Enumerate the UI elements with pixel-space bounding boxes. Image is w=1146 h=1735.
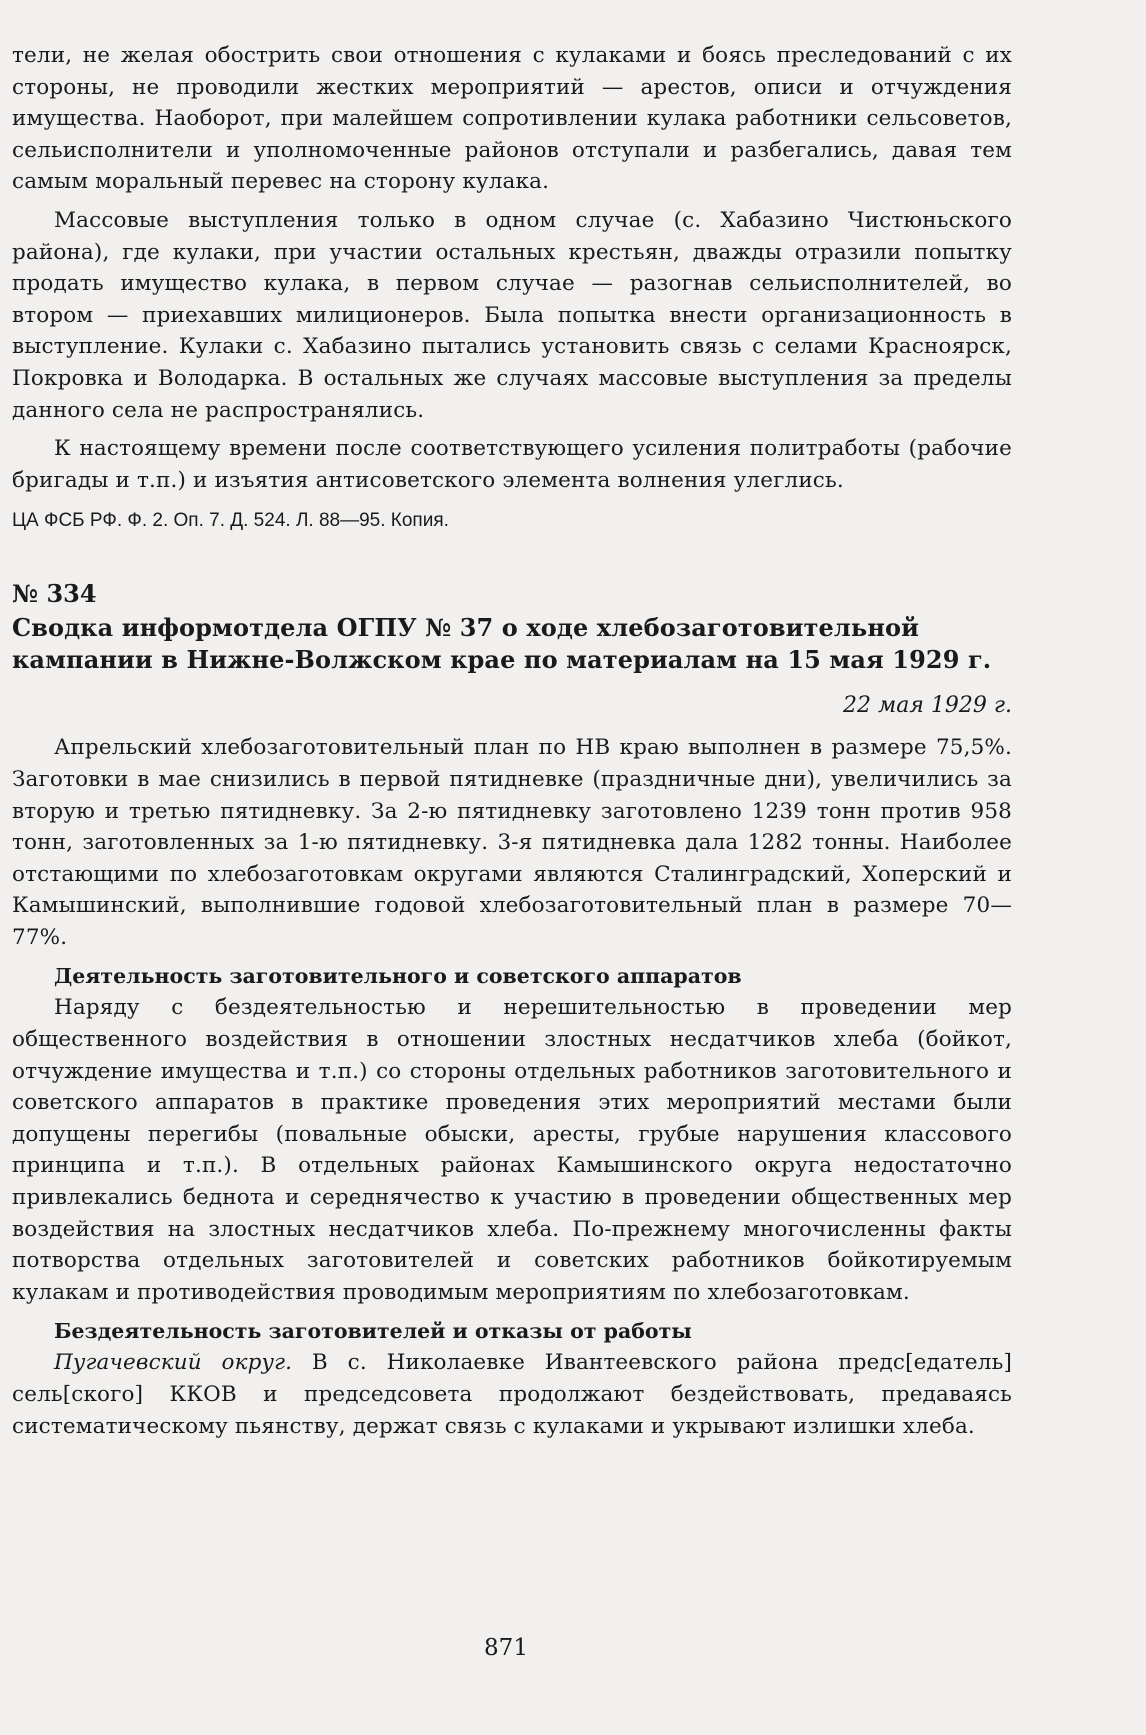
mass-actions-paragraph: Массовые выступления только в одном случае (с. Хабазино Чистюньского района), где кулаки, при участии остальных крестьян, дважды отразили попытку продать имущество кулака, в первом случае — разогнав сельисполнителей, во втором — приехавших милиционеров. Была попытка внести организационность в выступление. Кулаки с. Хабазино пытались установить связь с селами Красноярск, Покровка и Володарка. В остальных же случаях массовые выступления за пределы данного села не распространялись. bbox=[12, 207, 1012, 423]
section-heading-apparatus: Деятельность заготовительного и советского аппаратов bbox=[54, 964, 742, 989]
archive-source-reference: ЦА ФСБ РФ. Ф. 2. Оп. 7. Д. 524. Л. 88—95. Копия. bbox=[12, 510, 449, 532]
plan-intro-paragraph: Апрельский хлебозаготовительный план по НВ краю выполнен в размере 75,5%. Заготовки в мае снизились в первой пятидневке (праздничные дни), увеличились за вторую и третью пятидневку. За 2-ю пятидневку заготовлено 1239 тонн против 958 тонн, заготовленных за 1-ю пятидневку. 3-я пятидневка дала 1282 тонны. Наиболее отстающими по хлебозаготовкам округами являются Сталинградский, Хоперский и Камышинский, выполнившие годовой хлебозаготовительный план в размере 70—77%. bbox=[12, 735, 1012, 950]
page-number: 871 bbox=[484, 1635, 528, 1661]
apparatus-paragraph: Наряду с бездеятельностью и нерешительностью в проведении мер общественного воздействия в отношении злостных несдатчиков хлеба (бойкот, отчуждение имущества и т.п.) со стороны отдельных работников заготовительного и советского аппаратов в практике проведения этих мероприятий местами были допущены перегибы (повальные обыски, аресты, грубые нарушения классового принципа и т.п.). В отдельных районах Камышинского округа недостаточно привлекались беднота и середнячество к участию в проведении общественных мер воздействия на злостных несдатчиков хлеба. По-прежнему многочисленны факты потворства отдельных заготовителей и советских работников бойкотируемым кулакам и противодействия проводимым мероприятиям по хлебозаготовкам. bbox=[12, 995, 1012, 1305]
continued-paragraph: тели, не желая обострить свои отношения с кулаками и боясь преследований с их стороны, не проводили жестких мероприятий — арестов, описи и отчуждения имущества. Наоборот, при малейшем сопротивлении кулака работники сельсоветов, сельисполнители и уполномоченные районов отступали и разбегались, давая тем самым моральный перевес на сторону кулака. bbox=[12, 43, 1012, 195]
section-heading-inaction: Бездеятельность заготовителей и отказы от работы bbox=[54, 1319, 692, 1344]
pugachev-paragraph bbox=[12, 1347, 1012, 1442]
document-title: Сводка информотдела ОГПУ № 37 о ходе хлебозаготовительной кампании в Нижне-Волжском крае по материалам на 15 мая 1929 г. bbox=[12, 613, 992, 675]
current-situation-paragraph: К настоящему времени после соответствующего усиления политработы (рабочие бригады и т.п.) и изъятия антисоветского элемента волнения улеглись. bbox=[12, 436, 1012, 493]
document-date: 22 мая 1929 г. bbox=[843, 693, 1012, 719]
document-number: № 334 bbox=[12, 579, 97, 609]
pugachev-text: В с. Николаевке Ивантеевского района предс[едатель] сель[ского] ККОВ и председсовета продолжают бездействовать, предаваясь систематическому пьянству, держат связь с кулаками и укрывают излишки хлеба. bbox=[12, 1350, 1013, 1439]
district-name: Пугачевский округ. bbox=[54, 1350, 293, 1376]
